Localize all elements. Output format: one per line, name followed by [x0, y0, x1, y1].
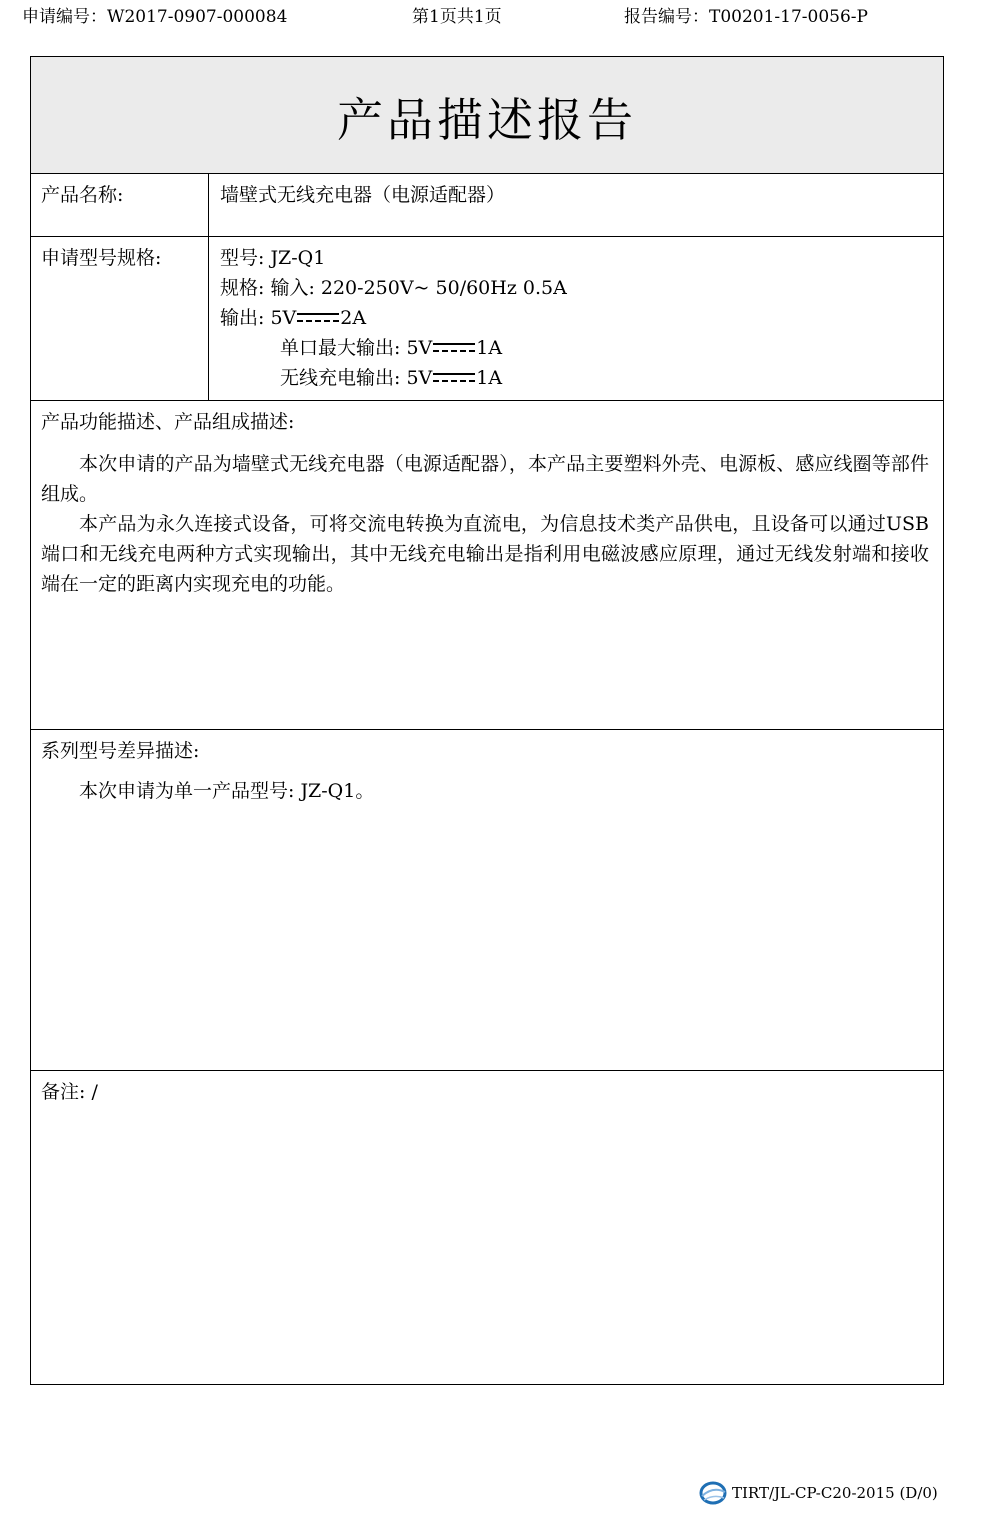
single-port-output: 单口最大输出: 5V 1A: [280, 337, 503, 359]
model-spec-label: 申请型号规格:: [31, 237, 209, 400]
series-diff: [41, 736, 929, 806]
function-desc-label: 产品功能描述、产品组成描述:: [41, 411, 295, 433]
dc-symbol-icon: [433, 371, 475, 385]
footer: [698, 1480, 938, 1506]
input-spec: 规格: 输入: 220-250V~ 50/60Hz 0.5A: [220, 277, 567, 299]
model-spec-value: [220, 237, 933, 393]
model-number: 型号: JZ-Q1: [220, 247, 326, 269]
function-desc-paragraph-1: 本次申请的产品为墙壁式无线充电器（电源适配器），本产品主要塑料外壳、电源板、感应线圈等部件组成。: [41, 453, 929, 505]
function-desc-row: [31, 401, 943, 730]
remarks: [41, 1077, 929, 1107]
product-name-value: 墙壁式无线充电器（电源适配器）: [220, 184, 506, 206]
output-spec: 输出: 5V 2A: [220, 307, 367, 329]
function-desc-paragraph-2: 本产品为永久连接式设备，可将交流电转换为直流电，为信息技术类产品供电，且设备可以通过USB端口和无线充电两种方式实现输出，其中无线充电输出是指利用电磁波感应原理，通过无线发射端和接收端在一定的距离内实现充电的功能。: [41, 513, 929, 595]
product-name-label: 产品名称:: [31, 174, 209, 236]
remarks-label: 备注: /: [41, 1081, 98, 1103]
report-number: 报告编号：T00201-17-0056-P: [624, 7, 868, 27]
report-table: [30, 56, 944, 1385]
remarks-row: [31, 1071, 943, 1384]
footer-code: TIRT/JL-CP-C20-2015 (D/0): [732, 1484, 938, 1502]
function-desc: [41, 407, 929, 599]
report-title: 产品描述报告: [31, 57, 943, 174]
application-number: 申请编号：W2017-0907-000084: [22, 7, 288, 27]
model-spec-row: [31, 237, 943, 401]
product-name-row: [31, 174, 943, 237]
series-diff-text: 本次申请为单一产品型号: JZ-Q1。: [79, 780, 375, 802]
series-diff-row: [31, 730, 943, 1071]
series-diff-label: 系列型号差异描述:: [41, 740, 200, 762]
dc-symbol-icon: [433, 341, 475, 355]
tirt-logo-icon: [698, 1480, 728, 1506]
wireless-output: 无线充电输出: 5V 1A: [280, 367, 503, 389]
page-info: 第1页共1页: [412, 7, 502, 27]
dc-symbol-icon: [297, 311, 339, 325]
